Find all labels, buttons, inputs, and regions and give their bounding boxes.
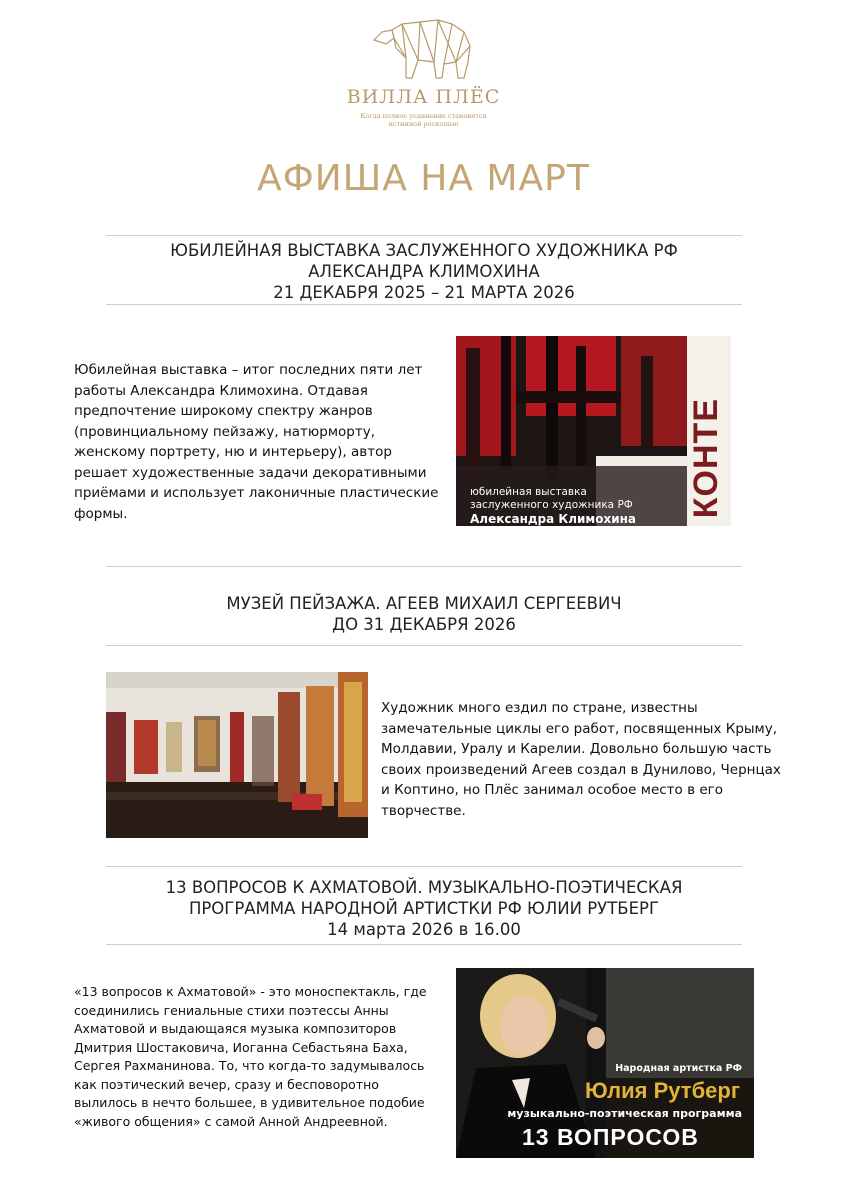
poster-vertical-title: КОНТЕ xyxy=(687,397,725,518)
poster-caption-line: заслуженного художника РФ xyxy=(470,499,633,511)
event-1-heading-line: 21 ДЕКАБРЯ 2025 – 21 МАРТА 2026 xyxy=(273,283,575,302)
event-2-heading-line: ДО 31 ДЕКАБРЯ 2026 xyxy=(332,615,516,634)
divider xyxy=(106,235,742,236)
poster-subtitle: Народная артистка РФ xyxy=(615,1063,742,1074)
event-1-heading-line: АЛЕКСАНДРА КЛИМОХИНА xyxy=(308,262,540,281)
event-2-heading-line: МУЗЕЙ ПЕЙЗАЖА. АГЕЕВ МИХАИЛ СЕРГЕЕВИЧ xyxy=(226,594,622,613)
poster-artist-name: Александра Климохина xyxy=(470,512,637,526)
event-3-poster xyxy=(456,968,754,1158)
event-1-poster xyxy=(456,336,731,526)
poster-program: музыкально-поэтическая программа xyxy=(507,1107,742,1120)
poster-caption-line: юбилейная выставка xyxy=(470,486,587,498)
brand-tagline: Когда полное уединение становится истинной роскошью xyxy=(360,112,487,128)
event-3-heading-line: 13 ВОПРОСОВ К АХМАТОВОЙ. МУЗЫКАЛЬНО-ПОЭТИЧЕСКАЯ xyxy=(165,878,683,897)
brand-name: ВИЛЛА ПЛЁС xyxy=(346,86,501,108)
event-3-heading xyxy=(106,877,742,940)
poster-caption xyxy=(470,486,633,512)
divider xyxy=(106,944,742,945)
poster-title: 13 ВОПРОСОВ xyxy=(522,1124,699,1150)
event-3-date: 14 марта 2026 в 16.00 xyxy=(327,920,521,939)
event-3-heading-line: ПРОГРАММА НАРОДНОЙ АРТИСТКИ РФ ЮЛИИ РУТБЕРГ xyxy=(188,899,660,918)
event-2-description: Художник много ездил по стране, известны замечательные циклы его работ, посвященных Крыму, Молдавии, Уралу и Карелии. Довольно большую часть своих произведений Агеев создал в Дунилово, Чернцах и Коптино, но Плёс занимал особое место в его творчестве. xyxy=(381,700,781,819)
divider xyxy=(106,645,742,646)
event-2-heading xyxy=(106,593,742,635)
event-1-heading-line: ЮБИЛЕЙНАЯ ВЫСТАВКА ЗАСЛУЖЕННОГО ХУДОЖНИКА РФ xyxy=(170,241,678,260)
divider xyxy=(106,566,742,567)
museum-photo xyxy=(106,672,368,838)
event-1-heading xyxy=(106,240,742,303)
divider xyxy=(106,866,742,867)
event-3-description: «13 вопросов к Ахматовой» - это моноспектакль, где соединились гениальные стихи поэтессы Анны Ахматовой и выдающаяся музыка композиторов Дмитрия Шостаковича, Иоганна Себастьяна Баха, Сергея Рахманинова. То, что когда-то задумывалось как поэтический вечер, сразу и бесповоротно вылилось в нечто большее, в удивительное подобие «живого общения» с самой Анной Андреевной. xyxy=(74,984,427,1129)
page-title: АФИША НА МАРТ xyxy=(257,158,590,199)
divider xyxy=(106,304,742,305)
event-1-description: Юбилейная выставка – итог последних пяти лет работы Александра Климохина. Отдавая предпочтение широкому спектру жанров (провинциальному пейзажу, натюрморту, женскому портрету, ню и интерьеру), автор решает художественные задачи декоративными приёмами и использует лаконичные пластические формы. xyxy=(74,362,439,522)
logo xyxy=(0,18,847,128)
poster-performer-name: Юлия Рутберг xyxy=(585,1078,740,1103)
museum-interior xyxy=(106,672,368,838)
geometric-bear-icon xyxy=(372,18,476,84)
